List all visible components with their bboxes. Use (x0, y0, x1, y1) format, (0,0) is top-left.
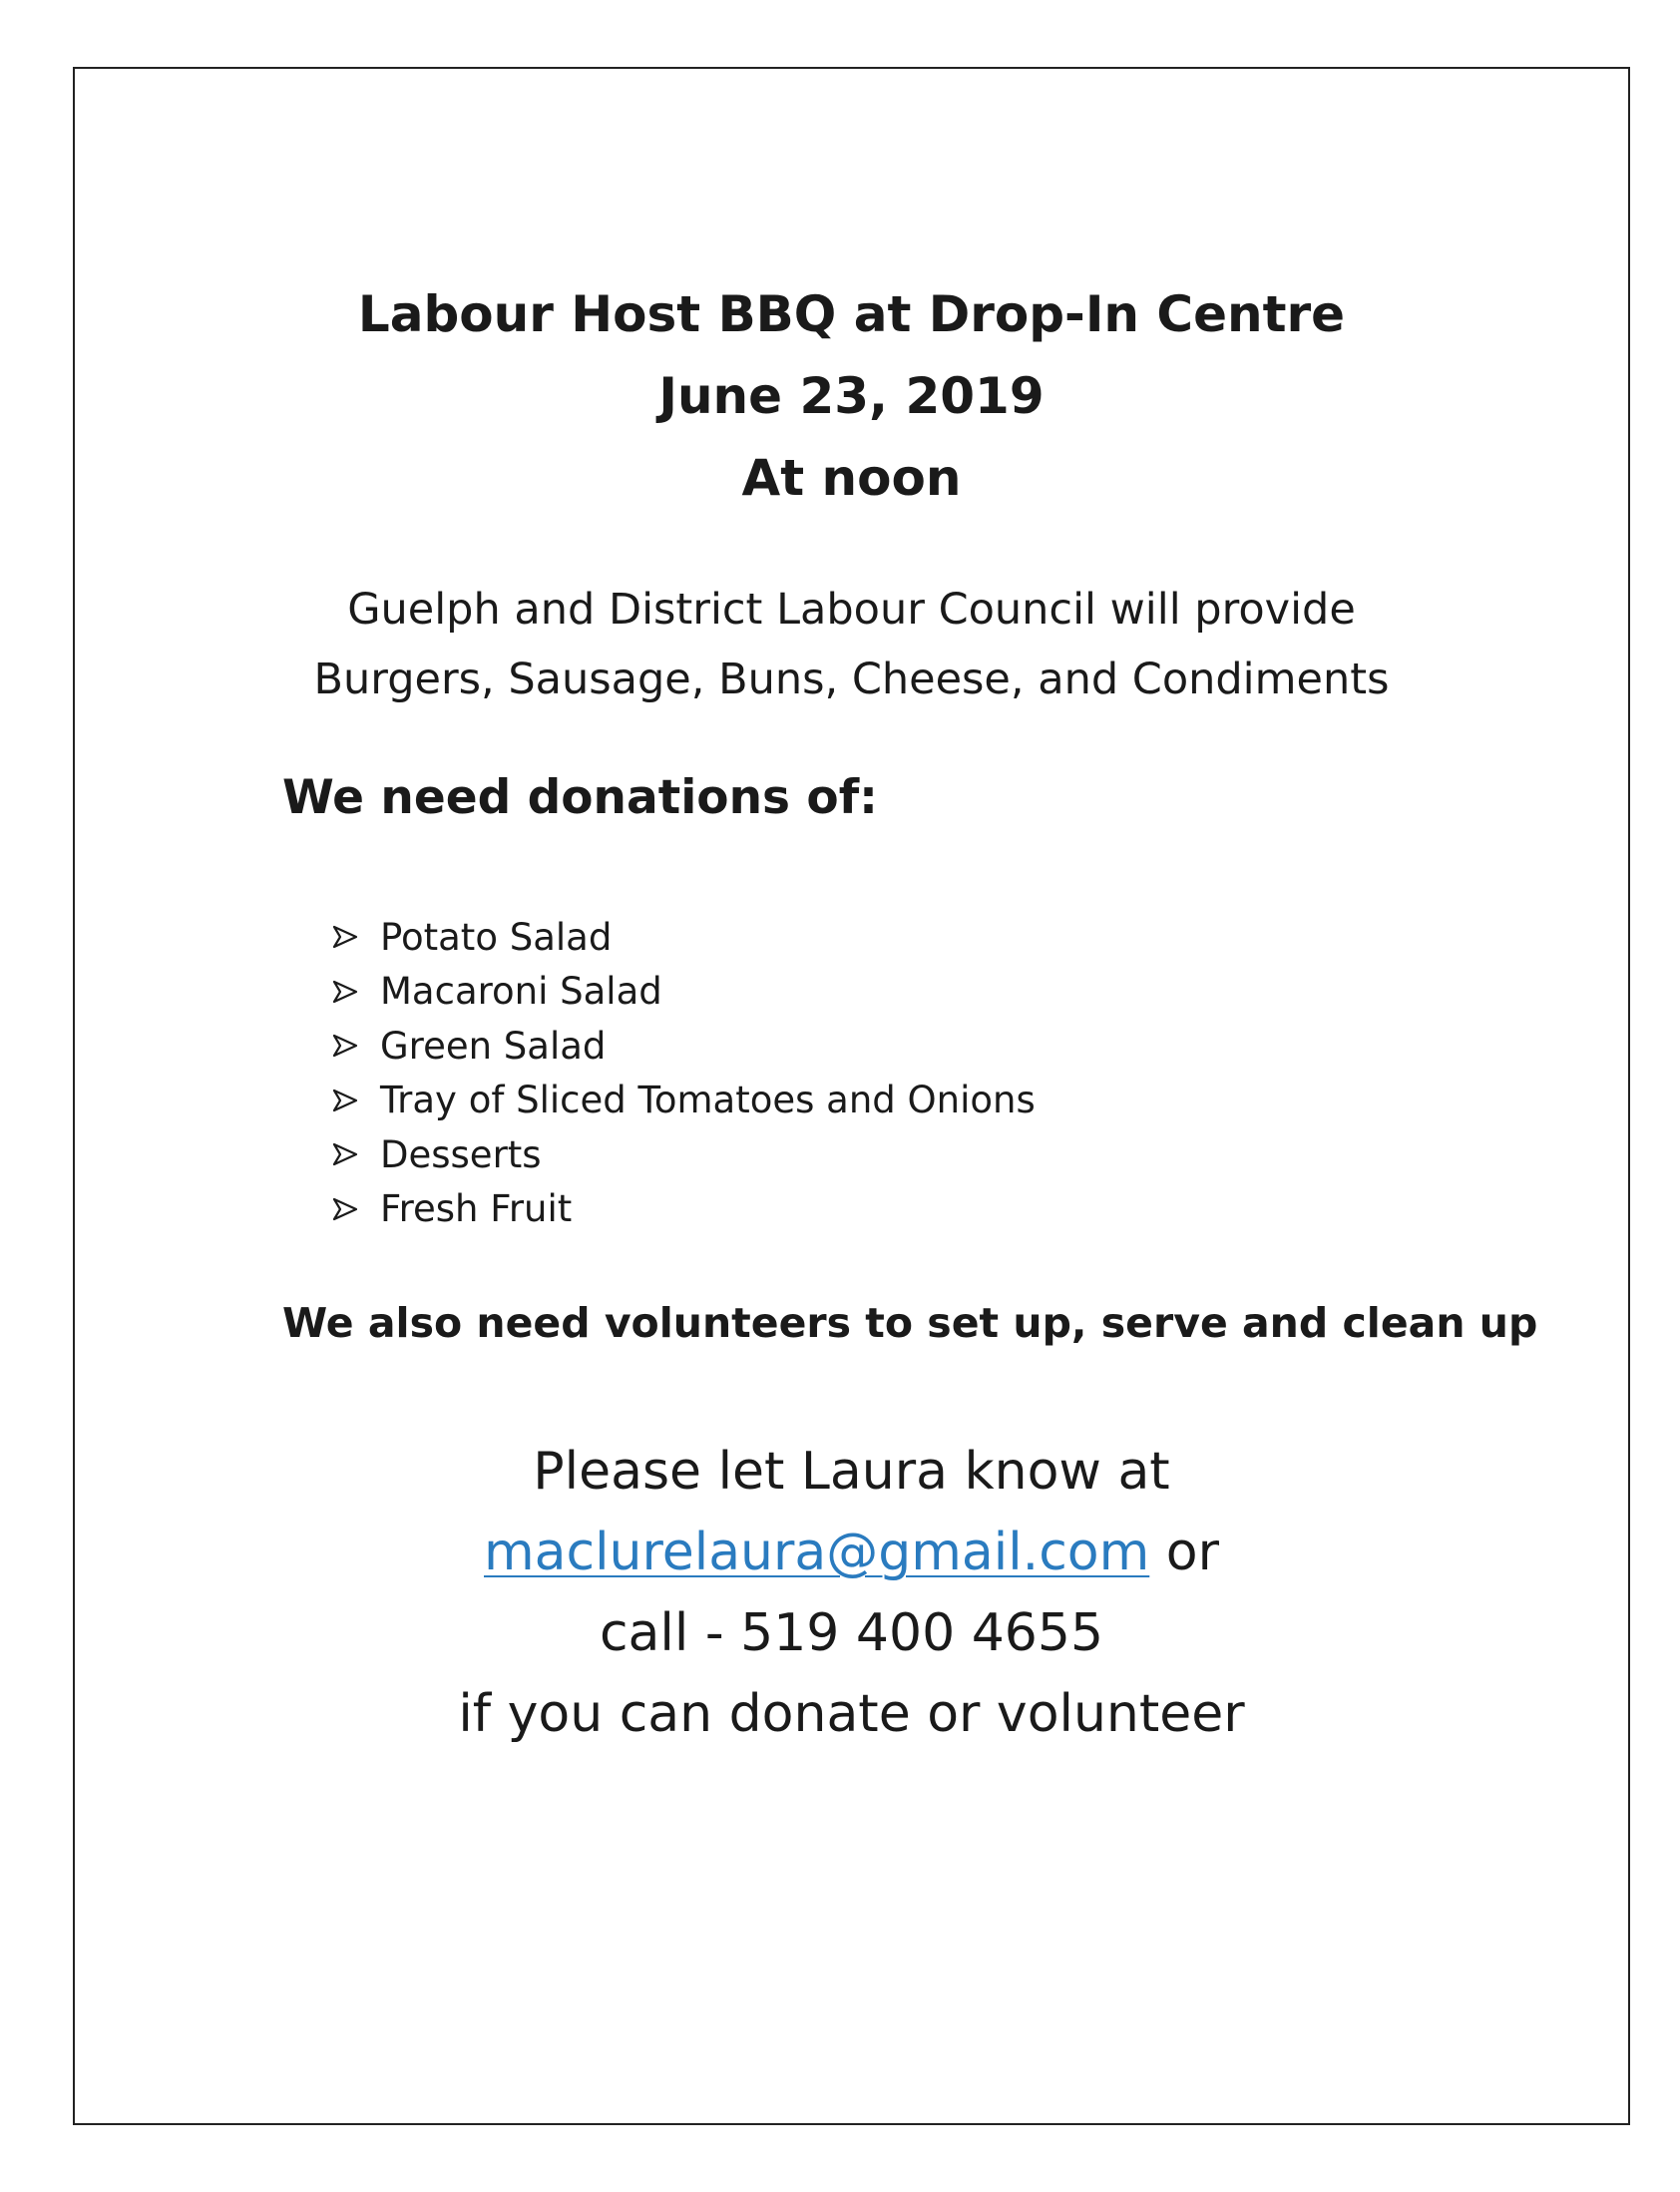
volunteers-request: We also need volunteers to set up, serve and clean up (282, 1299, 1538, 1347)
arrow-bullet-icon (332, 1034, 364, 1058)
list-item (332, 1127, 1036, 1182)
page-frame (73, 67, 1630, 2125)
donation-item-label: Potato Salad (380, 915, 613, 959)
provided-items-paragraph (75, 575, 1628, 714)
list-item (332, 965, 1036, 1020)
donation-item-label: Tray of Sliced Tomatoes and Onions (380, 1079, 1036, 1122)
provided-items-line: Burgers, Sausage, Buns, Cheese, and Condiments (313, 655, 1390, 704)
email-suffix: or (1149, 1523, 1219, 1582)
arrow-bullet-icon (332, 980, 364, 1004)
event-time: At noon (741, 449, 962, 507)
contact-closing: if you can donate or volunteer (458, 1684, 1245, 1744)
event-date: June 23, 2019 (658, 367, 1045, 425)
donation-item-label: Fresh Fruit (380, 1187, 573, 1231)
contact-phone: call - 519 400 4655 (599, 1603, 1104, 1663)
email-link[interactable]: maclurelaura@gmail.com (484, 1523, 1150, 1582)
list-item (332, 910, 1036, 965)
donation-item-label: Green Salad (380, 1024, 607, 1068)
contact-intro: Please let Laura know at (533, 1442, 1170, 1502)
list-item (332, 1019, 1036, 1074)
event-title: Labour Host BBQ at Drop-In Centre (357, 285, 1346, 343)
donations-heading: We need donations of: (282, 770, 878, 825)
arrow-bullet-icon (332, 925, 364, 949)
provider-line: Guelph and District Labour Council will provide (347, 585, 1356, 635)
arrow-bullet-icon (332, 1142, 364, 1166)
list-item (332, 1074, 1036, 1128)
arrow-bullet-icon (332, 1197, 364, 1221)
donation-item-label: Macaroni Salad (380, 970, 662, 1014)
arrow-bullet-icon (332, 1089, 364, 1112)
contact-block (75, 1432, 1628, 1755)
donation-item-label: Desserts (380, 1132, 542, 1176)
event-heading (75, 273, 1628, 519)
list-item (332, 1182, 1036, 1237)
contact-email-line (75, 1513, 1628, 1593)
donation-list (332, 910, 1036, 1236)
